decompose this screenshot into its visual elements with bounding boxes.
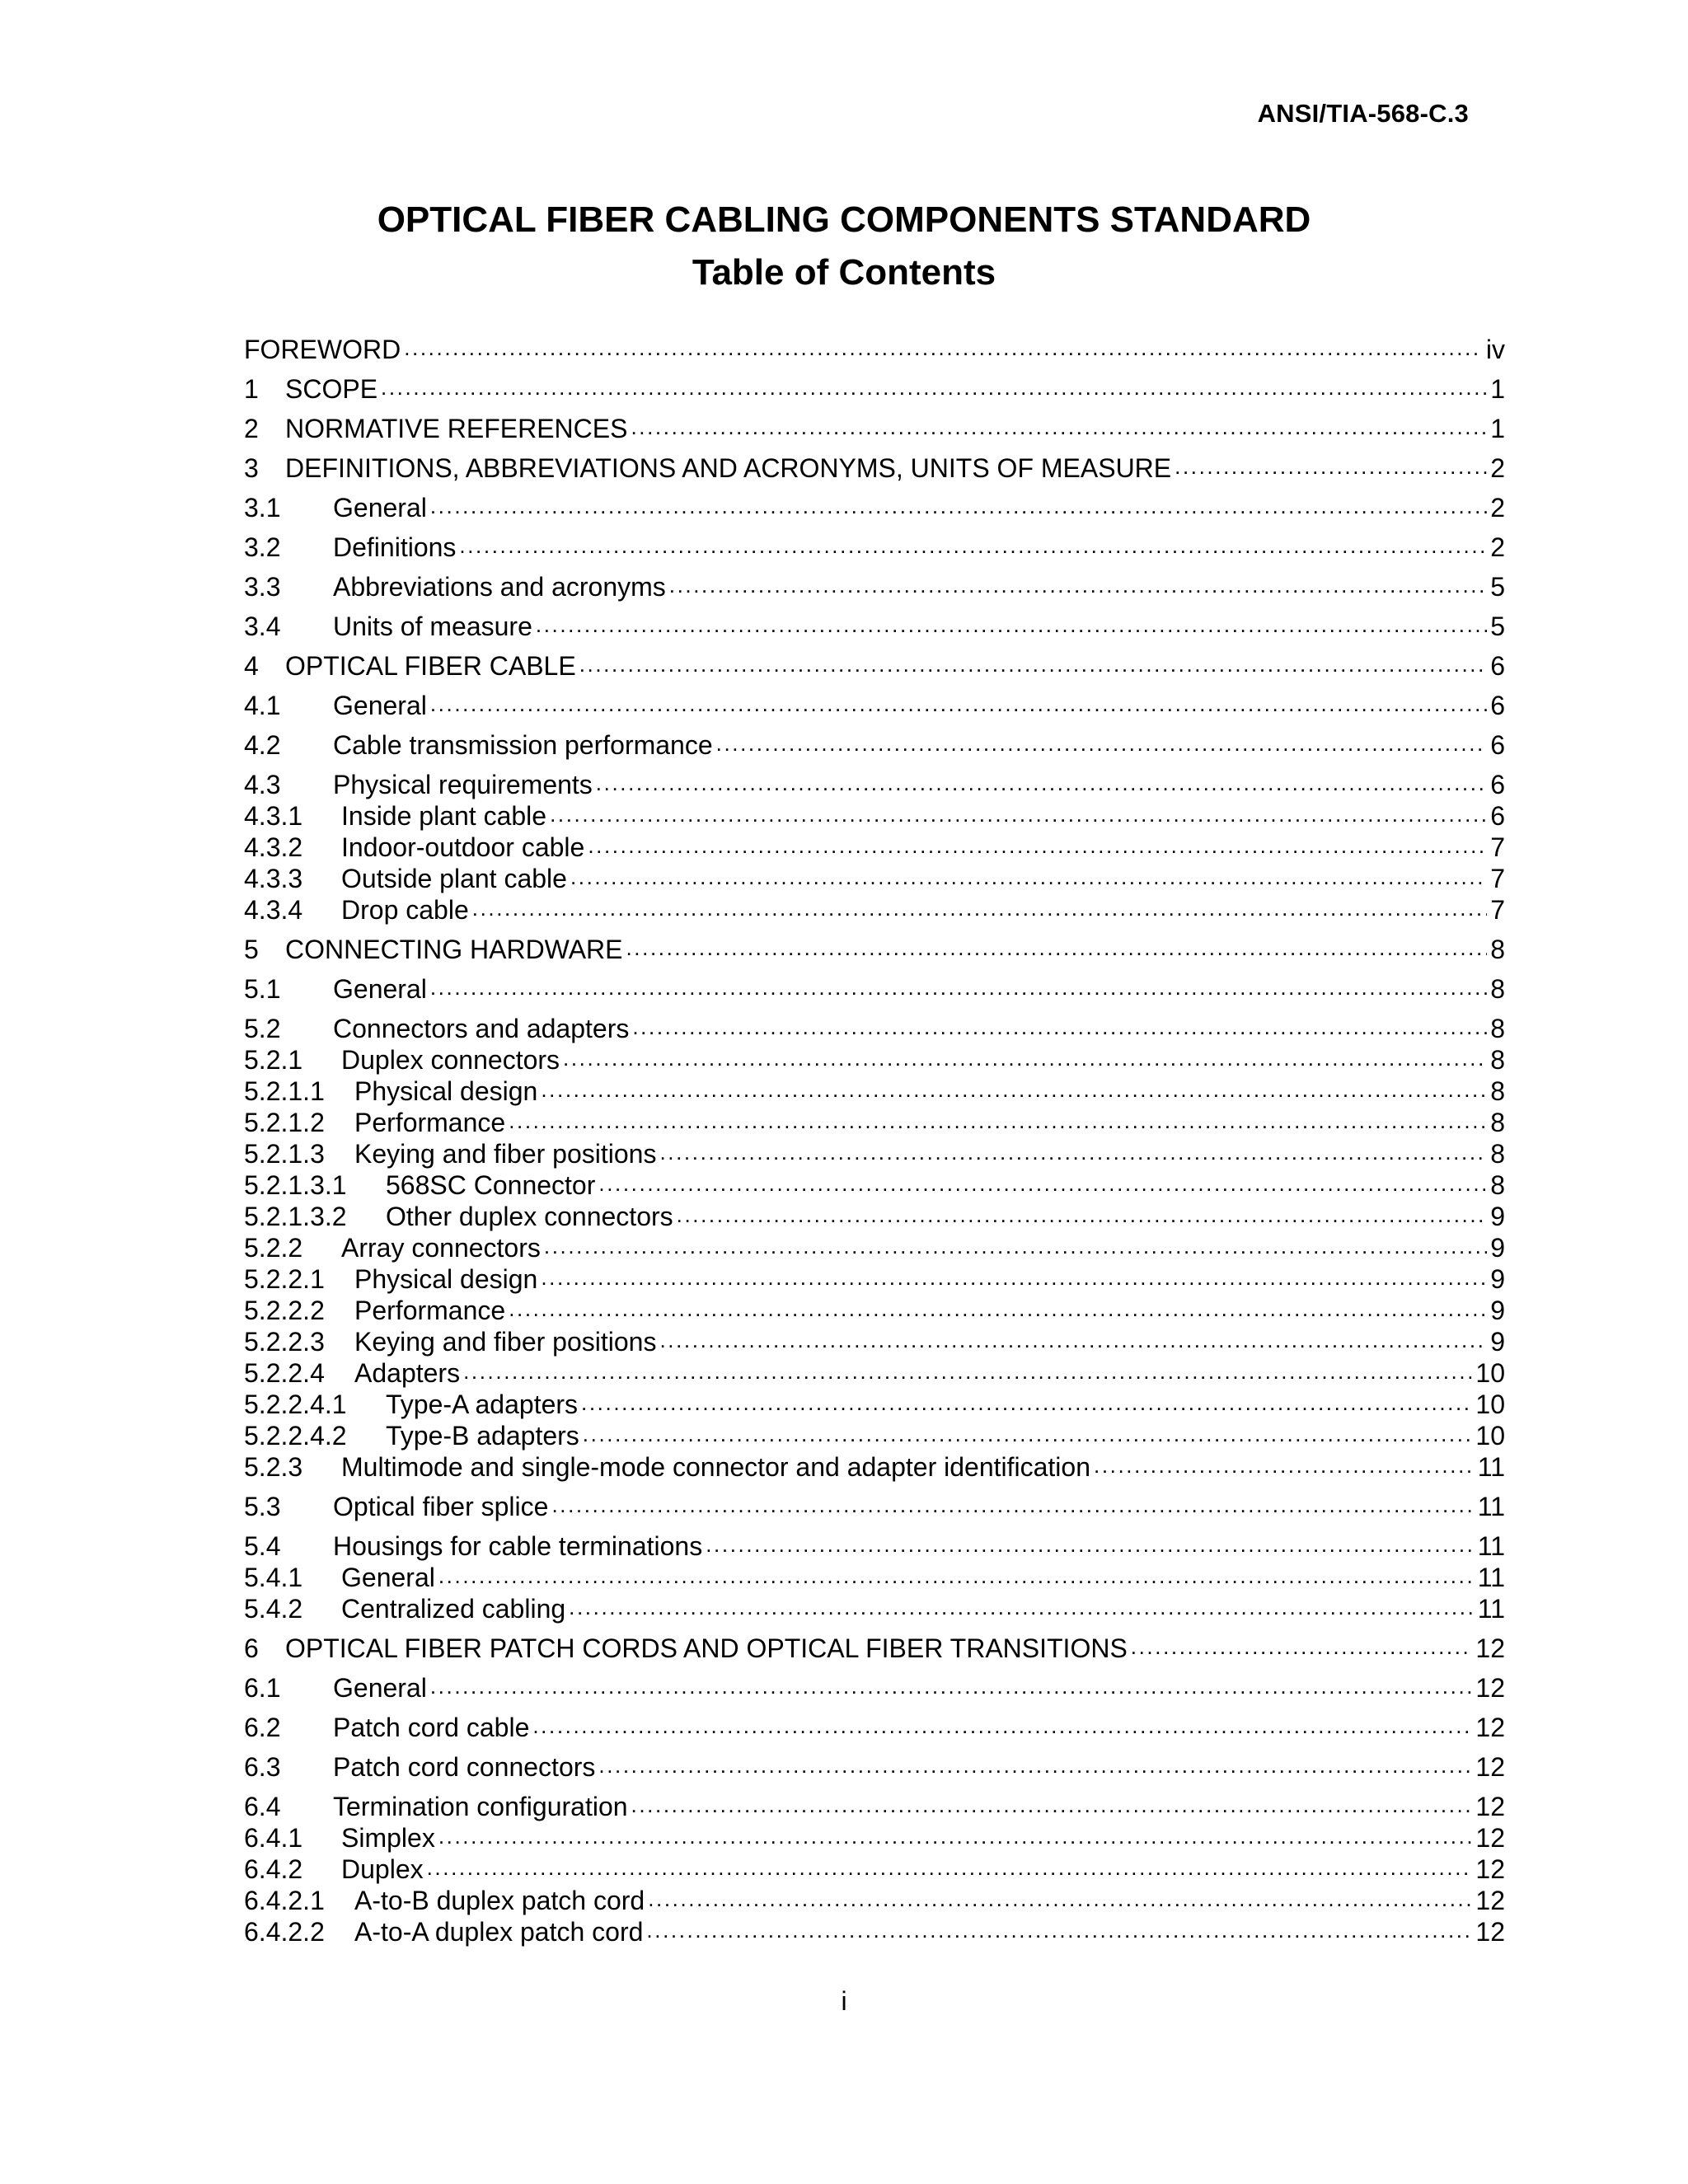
toc-entry[interactable] bbox=[244, 413, 1505, 444]
dot-leader bbox=[596, 769, 1487, 794]
dot-leader bbox=[463, 1357, 1472, 1382]
toc-entry[interactable] bbox=[244, 1672, 1505, 1704]
toc-entry-title: Patch cord cable bbox=[333, 1713, 530, 1742]
toc-entry-title: Duplex connectors bbox=[341, 1045, 560, 1075]
toc-entry-number: 4.3.1 bbox=[244, 801, 303, 831]
toc-entry-page: 10 bbox=[1475, 1358, 1505, 1388]
toc-entry[interactable] bbox=[244, 1530, 1505, 1562]
toc-entry[interactable] bbox=[244, 1013, 1505, 1044]
toc-entry-page: 8 bbox=[1490, 1170, 1505, 1200]
dot-leader bbox=[632, 1013, 1487, 1038]
toc-entry[interactable] bbox=[244, 973, 1505, 1005]
toc-entry-number: 6 bbox=[244, 1633, 259, 1663]
toc-entry-page: 11 bbox=[1477, 1531, 1505, 1561]
toc-entry-page: 6 bbox=[1490, 770, 1505, 799]
toc-entry-title: Units of measure bbox=[333, 612, 532, 641]
toc-entry-number: 5.2.2.4.1 bbox=[244, 1390, 347, 1419]
dot-leader bbox=[509, 1295, 1487, 1319]
toc-entry-page: 8 bbox=[1490, 1014, 1505, 1043]
toc-entry-page: 9 bbox=[1490, 1327, 1505, 1357]
toc-entry[interactable] bbox=[244, 492, 1505, 523]
toc-entry-page: 7 bbox=[1490, 864, 1505, 893]
toc-entry-number: 4 bbox=[244, 651, 259, 681]
toc-entry-title: OPTICAL FIBER CABLE bbox=[285, 651, 576, 681]
toc-entry-title: Cable transmission performance bbox=[333, 730, 713, 760]
dot-leader bbox=[430, 1672, 1473, 1697]
toc-entry[interactable] bbox=[244, 1326, 1505, 1357]
toc-entry-page: 10 bbox=[1475, 1421, 1505, 1451]
toc-entry[interactable] bbox=[244, 934, 1505, 965]
toc-entry-number: 6.4.2.1 bbox=[244, 1886, 325, 1915]
toc-entry-page: 9 bbox=[1490, 1233, 1505, 1263]
toc-entry[interactable] bbox=[244, 1169, 1505, 1201]
toc-entry-page: 12 bbox=[1475, 1886, 1505, 1915]
toc-entry[interactable] bbox=[244, 1593, 1505, 1624]
toc-entry-number: 1 bbox=[244, 374, 259, 404]
toc-entry-number: 5.2.2.2 bbox=[244, 1296, 325, 1325]
dot-leader bbox=[631, 1791, 1473, 1816]
toc-entry-number: 3.4 bbox=[244, 612, 281, 641]
toc-entry[interactable] bbox=[244, 1751, 1505, 1783]
dot-leader bbox=[551, 1491, 1474, 1516]
toc-entry[interactable] bbox=[244, 1916, 1505, 1947]
toc-entry-page: 2 bbox=[1490, 532, 1505, 562]
toc-entry-number: 3.1 bbox=[244, 493, 281, 523]
toc-entry-number: 5.2.1.3 bbox=[244, 1139, 325, 1169]
toc-entry-number: 6.4.2.2 bbox=[244, 1917, 325, 1947]
toc-entry-title: Optical fiber splice bbox=[333, 1492, 549, 1521]
toc-entry-number: 5.2.2.4 bbox=[244, 1358, 325, 1388]
dot-leader bbox=[626, 934, 1487, 958]
toc-entry[interactable] bbox=[244, 894, 1505, 926]
dot-leader bbox=[659, 1326, 1487, 1351]
toc-entry-page: 8 bbox=[1490, 1108, 1505, 1137]
toc-entry-page: 9 bbox=[1490, 1202, 1505, 1231]
toc-entry-title: Performance bbox=[354, 1296, 506, 1325]
toc-entry-number: 5.2.1.3.1 bbox=[244, 1170, 347, 1200]
toc-entry-page: 8 bbox=[1490, 1139, 1505, 1169]
toc-entry-page: iv bbox=[1485, 335, 1505, 364]
toc-entry-page: 7 bbox=[1490, 895, 1505, 925]
toc-entry[interactable] bbox=[244, 1712, 1505, 1743]
toc-entry-page: 9 bbox=[1490, 1264, 1505, 1294]
toc-entry-number: 5.2 bbox=[244, 1014, 281, 1043]
toc-entry-title: Type-B adapters bbox=[386, 1421, 579, 1451]
toc-entry-title: Drop cable bbox=[341, 895, 469, 925]
toc-entry-number: 6.4.2 bbox=[244, 1854, 303, 1884]
toc-entry-number: 5.4.1 bbox=[244, 1563, 303, 1592]
toc-entry[interactable] bbox=[244, 1885, 1505, 1916]
toc-entry-title: Patch cord connectors bbox=[333, 1752, 596, 1782]
dot-leader bbox=[581, 1389, 1472, 1413]
toc-entry-title: General bbox=[333, 691, 427, 720]
toc-entry-title: Outside plant cable bbox=[341, 864, 567, 893]
toc-entry-number: 5.2.1.3.2 bbox=[244, 1202, 347, 1231]
toc-entry-number: 5.2.3 bbox=[244, 1452, 303, 1482]
toc-entry[interactable] bbox=[244, 1451, 1505, 1483]
toc-entry-title: Physical requirements bbox=[333, 770, 593, 799]
toc-entry[interactable] bbox=[244, 1138, 1505, 1169]
toc-entry[interactable] bbox=[244, 1822, 1505, 1854]
toc-entry-number: 4.1 bbox=[244, 691, 281, 720]
toc-entry-page: 11 bbox=[1477, 1594, 1505, 1624]
toc-entry-page: 12 bbox=[1475, 1917, 1505, 1947]
toc-entry-title: Definitions bbox=[333, 532, 457, 562]
toc-entry-title: Type-A adapters bbox=[386, 1390, 579, 1419]
toc-entry-title: 568SC Connector bbox=[386, 1170, 596, 1200]
toc-entry-number: 5 bbox=[244, 935, 259, 964]
dot-leader bbox=[716, 729, 1488, 754]
dot-leader bbox=[648, 1885, 1472, 1910]
toc-entry-title: Indoor-outdoor cable bbox=[341, 832, 585, 862]
toc-entry[interactable] bbox=[244, 1357, 1505, 1389]
toc-entry[interactable] bbox=[244, 1633, 1505, 1664]
dot-leader bbox=[669, 571, 1487, 596]
toc-entry[interactable] bbox=[244, 690, 1505, 721]
toc-entry-number: 6.3 bbox=[244, 1752, 281, 1782]
toc-entry-page: 1 bbox=[1490, 414, 1505, 443]
toc-entry-number: 4.3.3 bbox=[244, 864, 303, 893]
toc-entry-page: 12 bbox=[1475, 1792, 1505, 1821]
dot-leader bbox=[536, 611, 1487, 635]
toc-entry[interactable] bbox=[244, 571, 1505, 602]
dot-leader bbox=[381, 373, 1487, 398]
toc-entry-title: Housings for cable terminations bbox=[333, 1531, 703, 1561]
toc-entry-page: 12 bbox=[1475, 1854, 1505, 1884]
dot-leader bbox=[579, 650, 1488, 675]
toc-entry[interactable] bbox=[244, 863, 1505, 894]
toc-entry-page: 7 bbox=[1490, 832, 1505, 862]
toc-entry[interactable] bbox=[244, 1491, 1505, 1522]
toc-entry[interactable] bbox=[244, 729, 1505, 761]
toc-entry-title: Performance bbox=[354, 1108, 506, 1137]
toc-entry-title: Adapters bbox=[354, 1358, 461, 1388]
toc-entry[interactable] bbox=[244, 334, 1505, 365]
dot-leader bbox=[1094, 1451, 1475, 1476]
dot-leader bbox=[631, 413, 1487, 438]
toc-entry-page: 8 bbox=[1490, 1076, 1505, 1106]
toc-entry-number: 6.4 bbox=[244, 1792, 281, 1821]
dot-leader bbox=[1131, 1633, 1473, 1657]
toc-entry[interactable] bbox=[244, 832, 1505, 863]
dot-leader bbox=[459, 532, 1487, 556]
toc-entry[interactable] bbox=[244, 373, 1505, 405]
toc-entry-page: 12 bbox=[1475, 1633, 1505, 1663]
dot-leader bbox=[563, 1044, 1487, 1069]
toc-entry-page: 5 bbox=[1490, 572, 1505, 602]
dot-leader bbox=[570, 863, 1487, 888]
table-of-contents bbox=[244, 334, 1505, 1947]
dot-leader bbox=[541, 1076, 1487, 1100]
toc-entry-title: General bbox=[333, 974, 427, 1004]
toc-entry[interactable] bbox=[244, 1854, 1505, 1885]
toc-entry-title: Inside plant cable bbox=[341, 801, 547, 831]
toc-entry-page: 12 bbox=[1475, 1673, 1505, 1703]
toc-entry-page: 11 bbox=[1477, 1452, 1505, 1482]
toc-entry[interactable] bbox=[244, 1107, 1505, 1138]
toc-entry-page: 12 bbox=[1475, 1752, 1505, 1782]
toc-entry-number: 5.2.2.4.2 bbox=[244, 1421, 347, 1451]
toc-entry-page: 8 bbox=[1490, 974, 1505, 1004]
dot-leader bbox=[706, 1530, 1475, 1555]
toc-entry-title: General bbox=[341, 1563, 435, 1592]
toc-entry-number: 5.4.2 bbox=[244, 1594, 303, 1624]
dot-leader bbox=[509, 1107, 1487, 1132]
toc-entry[interactable] bbox=[244, 1389, 1505, 1420]
toc-entry-page: 11 bbox=[1477, 1492, 1505, 1521]
toc-entry-page: 10 bbox=[1475, 1390, 1505, 1419]
toc-entry-number: 2 bbox=[244, 414, 259, 443]
toc-entry-number: 5.1 bbox=[244, 974, 281, 1004]
dot-leader bbox=[646, 1916, 1472, 1941]
toc-entry-title: Connectors and adapters bbox=[333, 1014, 630, 1043]
toc-entry[interactable] bbox=[244, 452, 1505, 484]
toc-entry[interactable] bbox=[244, 1295, 1505, 1326]
toc-entry-title: DEFINITIONS, ABBREVIATIONS AND ACRONYMS, UNITS OF MEASURE bbox=[285, 453, 1172, 483]
dot-leader bbox=[404, 334, 1483, 359]
toc-entry-page: 6 bbox=[1490, 651, 1505, 681]
toc-entry-page: 8 bbox=[1490, 935, 1505, 964]
toc-entry-number: 5.4 bbox=[244, 1531, 281, 1561]
toc-entry-number: 3.3 bbox=[244, 572, 281, 602]
dot-leader bbox=[430, 690, 1487, 715]
toc-entry-number: 5.2.2 bbox=[244, 1233, 303, 1263]
toc-entry-title: A-to-B duplex patch cord bbox=[354, 1886, 645, 1915]
toc-entry-page: 6 bbox=[1490, 691, 1505, 720]
dot-leader bbox=[430, 973, 1487, 998]
toc-entry-title: Multimode and single-mode connector and adapter identification bbox=[341, 1452, 1090, 1482]
toc-entry-title: Physical design bbox=[354, 1076, 538, 1106]
dot-leader bbox=[583, 1420, 1473, 1445]
toc-entry-number: 3 bbox=[244, 453, 259, 483]
toc-entry-number: 5.2.1.2 bbox=[244, 1108, 325, 1137]
toc-entry-title: Array connectors bbox=[341, 1233, 541, 1263]
dot-leader bbox=[544, 1232, 1487, 1257]
toc-entry-page: 2 bbox=[1490, 493, 1505, 523]
dot-leader bbox=[588, 832, 1487, 856]
toc-entry-title: NORMATIVE REFERENCES bbox=[285, 414, 628, 443]
toc-entry-number: 4.3.4 bbox=[244, 895, 303, 925]
toc-entry-page: 1 bbox=[1490, 374, 1505, 404]
toc-heading: Table of Contents bbox=[692, 252, 996, 293]
dot-leader bbox=[677, 1201, 1488, 1226]
dot-leader bbox=[659, 1138, 1487, 1163]
toc-entry-page: 2 bbox=[1490, 453, 1505, 483]
toc-entry-page: 6 bbox=[1490, 801, 1505, 831]
toc-entry-page: 12 bbox=[1475, 1823, 1505, 1853]
toc-entry-number: 6.1 bbox=[244, 1673, 281, 1703]
toc-entry[interactable] bbox=[244, 1232, 1505, 1263]
toc-entry-title: Termination configuration bbox=[333, 1792, 628, 1821]
toc-entry-page: 12 bbox=[1475, 1713, 1505, 1742]
toc-entry-title: Keying and fiber positions bbox=[354, 1327, 657, 1357]
document-id: ANSI/TIA-568-C.3 bbox=[1257, 99, 1469, 128]
toc-entry-number: 5.3 bbox=[244, 1492, 281, 1521]
toc-entry-title: A-to-A duplex patch cord bbox=[354, 1917, 644, 1947]
dot-leader bbox=[438, 1562, 1475, 1586]
page-number: i bbox=[841, 1986, 847, 2016]
toc-entry[interactable] bbox=[244, 1263, 1505, 1295]
toc-entry[interactable] bbox=[244, 532, 1505, 563]
toc-entry-page: 11 bbox=[1477, 1563, 1505, 1592]
dot-leader bbox=[1175, 452, 1487, 477]
toc-entry-title: Simplex bbox=[341, 1823, 435, 1853]
toc-entry-title: OPTICAL FIBER PATCH CORDS AND OPTICAL FIBER TRANSITIONS bbox=[285, 1633, 1128, 1663]
toc-entry[interactable] bbox=[244, 1201, 1505, 1232]
toc-entry-title: Centralized cabling bbox=[341, 1594, 566, 1624]
toc-entry[interactable] bbox=[244, 1076, 1505, 1107]
dot-leader bbox=[430, 492, 1487, 517]
toc-entry-number: 4.3.2 bbox=[244, 832, 303, 862]
toc-entry-title: CONNECTING HARDWARE bbox=[285, 935, 623, 964]
dot-leader bbox=[541, 1263, 1487, 1288]
toc-entry[interactable] bbox=[244, 611, 1505, 642]
toc-entry-number: 6.4.1 bbox=[244, 1823, 303, 1853]
toc-entry-number: 5.2.1.1 bbox=[244, 1076, 325, 1106]
toc-entry-number: 4.3 bbox=[244, 770, 281, 799]
document-title: OPTICAL FIBER CABLING COMPONENTS STANDARD bbox=[377, 199, 1311, 240]
toc-entry-title: General bbox=[333, 1673, 427, 1703]
toc-entry-page: 8 bbox=[1490, 1045, 1505, 1075]
toc-entry-number: 3.2 bbox=[244, 532, 281, 562]
toc-entry-title: Keying and fiber positions bbox=[354, 1139, 657, 1169]
toc-entry-title: SCOPE bbox=[285, 374, 378, 404]
toc-entry-title: FOREWORD bbox=[244, 335, 401, 364]
toc-entry-page: 9 bbox=[1490, 1296, 1505, 1325]
toc-entry-title: Abbreviations and acronyms bbox=[333, 572, 666, 602]
dot-leader bbox=[598, 1751, 1472, 1776]
toc-entry-number: 6.2 bbox=[244, 1713, 281, 1742]
toc-entry[interactable] bbox=[244, 650, 1505, 682]
toc-entry[interactable] bbox=[244, 1420, 1505, 1451]
toc-entry-number: 4.2 bbox=[244, 730, 281, 760]
toc-entry-title: General bbox=[333, 493, 427, 523]
toc-entry[interactable] bbox=[244, 1044, 1505, 1076]
dot-leader bbox=[427, 1854, 1473, 1878]
toc-entry-number: 5.2.1 bbox=[244, 1045, 303, 1075]
toc-entry-title: Duplex bbox=[341, 1854, 424, 1884]
toc-entry-number: 5.2.2.1 bbox=[244, 1264, 325, 1294]
toc-entry[interactable] bbox=[244, 1791, 1505, 1822]
toc-entry[interactable] bbox=[244, 769, 1505, 800]
dot-leader bbox=[472, 894, 1487, 919]
dot-leader bbox=[532, 1712, 1472, 1736]
toc-entry-number: 5.2.2.3 bbox=[244, 1327, 325, 1357]
dot-leader bbox=[569, 1593, 1475, 1618]
dot-leader bbox=[438, 1822, 1473, 1847]
toc-entry[interactable] bbox=[244, 800, 1505, 832]
toc-entry-page: 5 bbox=[1490, 612, 1505, 641]
dot-leader bbox=[550, 800, 1487, 825]
toc-entry-title: Other duplex connectors bbox=[386, 1202, 673, 1231]
toc-entry[interactable] bbox=[244, 1562, 1505, 1593]
dot-leader bbox=[598, 1169, 1487, 1194]
toc-entry-page: 6 bbox=[1490, 730, 1505, 760]
toc-entry-title: Physical design bbox=[354, 1264, 538, 1294]
